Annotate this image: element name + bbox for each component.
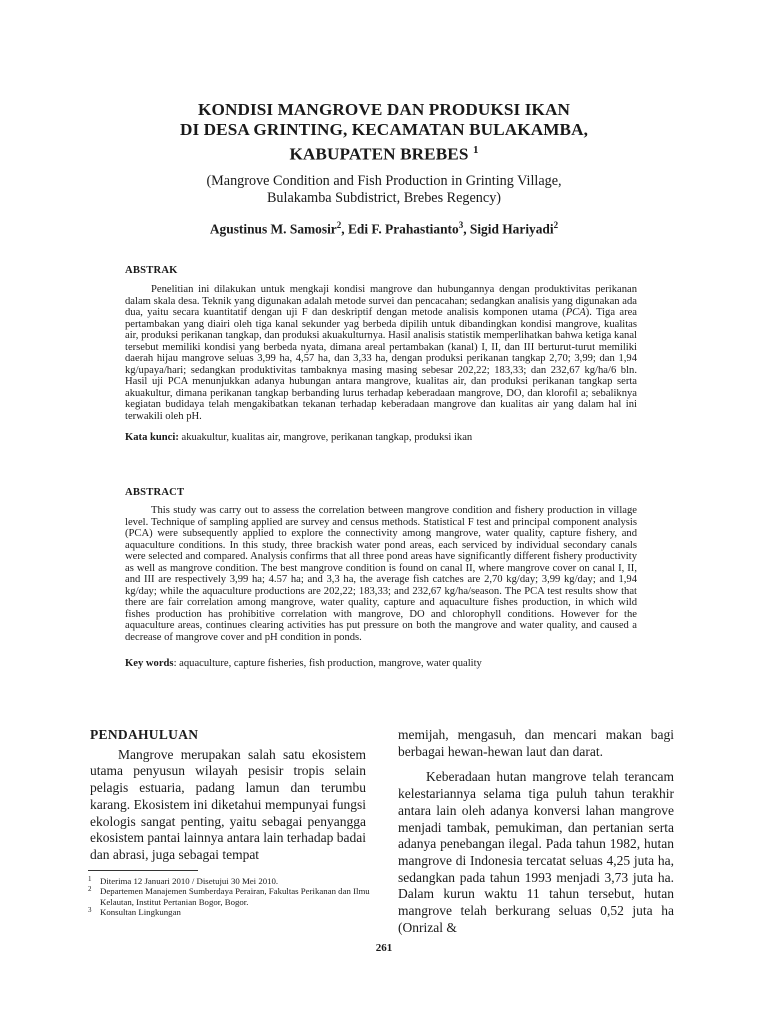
abstrak-heading: ABSTRAK (125, 265, 178, 276)
author-affiliation-mark: 2 (336, 219, 342, 230)
title-line-3-text: KABUPATEN BREBES (289, 144, 469, 164)
title-line-3 (0, 140, 768, 165)
footnote (88, 907, 373, 917)
title-line-2: DI DESA GRINTING, KECAMATAN BULAKAMBA, (179, 120, 589, 139)
abstract-heading: ABSTRACT (125, 487, 185, 498)
body-paragraph: Keberadaan hutan mangrove telah terancam kelestariannya selama tiga puluh tahun terakhir antara lain oleh adanya konversi lahan mangrove menjadi tambak, pemukiman, dan pertanian serta adanya penebangan ilegal. Pada tahun 1982, hutan mangrove di Indonesia tercatat seluas 4,25 juta ha, sedangkan pada tahun 1993 menjadi 3,73 juta ha. Dalam kurun waktu 11 tahun tersebut, hutan mangrove telah berkurang seluas 0,52 juta ha (Onrizal & (398, 769, 674, 935)
abstrak-keywords (125, 432, 637, 444)
abstrak-text-1: Penelitian ini dilakukan untuk mengkaji kondisi mangrove dan hubungannya dengan produktivitas perikanan dalam skala desa. Teknik yang digunakan adalah metode survei dan pencacahan; sedangkan analisis yang digunakan ada dua, yaitu secara kuantitatif dengan uji F dan deskriptif dengan metode analisis komponen utama ( (125, 284, 637, 318)
page-number: 261 (375, 942, 393, 954)
footnotes (88, 876, 373, 918)
left-column (90, 727, 366, 864)
footnote-mark: 2 (88, 885, 92, 894)
subtitle-line-2: Bulakamba Subdistrict, Brebes Regency) (266, 189, 502, 206)
abstract-section (125, 487, 637, 670)
abstrak-text-2: ). Tiga area pertambakan yang diairi oleh tiga kanal sekunder yag berbeda dipilih untuk dibandingkan kondisi mangrove, kualitas air, produksi perikanan tangkap, dan produksi akuakulturnya. Hasil analisis statistik memperlihatkan bahwa ketiga kanal tersebut memiliki kondisi yang berbeda nyata, dimana areal pertambakan (kanal) I, II, dan III berturut-turut memiliki daerah hijau mangrove seluas 3,99 ha, 4,57 ha, dan 3,33 ha, dengan produksi perikanan tangkap 2,70; 3,99; dan 1,94 kg/upaya/hari; sedangkan produktivitas tambaknya masing masing sebesar 202,22; 183,33; dan 232,67 kg/ha/6 bln. Hasil uji PCA menunjukkan adanya hubungan antara mangrove, kualitas air, dan produksi perikanan tangkap serta akuakultur, dimana perikanan tangkap berbanding lurus terhadap keberadaan mangrove, DO, dan klorofil a; sebaliknya kegiatan budidaya telah mengakibatkan tekanan terhadap keberadaan mangrove dan kualitas air yang dalam hal ini terwakili oleh pH. (125, 307, 637, 422)
keywords-label: Key words (125, 658, 174, 669)
footnote-text: Departemen Manajemen Sumberdaya Perairan, Fakultas Perikanan dan Ilmu Kelautan, Institut Pertanian Bogor, Bogor. (100, 886, 370, 907)
section-heading: PENDAHULUAN (90, 727, 199, 742)
subtitle-line-1: (Mangrove Condition and Fish Production in Grinting Village, (206, 172, 562, 189)
footnote-text: Diterima 12 Januari 2010 / Disetujui 30 Mei 2010. (100, 876, 279, 886)
abstract-paragraph: This study was carry out to assess the correlation between mangrove condition and fishery production in village level. Technique of sampling applied are survey and census methods. Statistical F test and principal component analysis (PCA) were subsequently applied to explore the connectivity among mangrove, water quality, capture fishery, and aquaculture conditions. In this study, three brackish water pond areas, each serviced by individual secondary canals were selected and compared. Analysis confirms that all three pond areas have significantly different fishery productivity as well as mangrove condition. The best mangrove condition is found on canal II, where mangrove cover on canal I, II, and III are respectively 3,99 ha; 4.57 ha; and 3,3 ha, the average fish catches are 2,70 kg/day; 3,99 kg/day; and 1,94 kg/day; while the aquaculture productions are 202,22; 183,33; and 232,67 kg/ha/season. The PCA test results show that there are fair correlation among mangrove, water quality, capture and aquaculture fishes production, in which wild fishes production has prohibitive correlation with mangrove, DO and chlorophyll conditions. However for the aquaculture areas, continues clearing activities has put pressure on both the mangrove and water quality, and caused a decrease of mangrove cover and pH condition in ponds. (125, 505, 637, 643)
keywords-text: : aquaculture, capture fisheries, fish production, mangrove, water quality (173, 658, 482, 669)
right-column (398, 727, 674, 936)
body-paragraph: memijah, mengasuh, dan mencari makan bagi berbagai hewan-hewan laut dan darat. (398, 727, 674, 759)
keywords-label: Kata kunci: (125, 432, 179, 443)
author-affiliation-mark: 3 (458, 219, 464, 230)
keywords-text: akuakultur, kualitas air, mangrove, perikanan tangkap, produksi ikan (178, 432, 473, 443)
author-name: Agustinus M. Samosir (209, 221, 337, 237)
footnote (88, 876, 373, 886)
author-affiliation-mark: 2 (553, 219, 559, 230)
body-paragraph: Mangrove merupakan salah satu ekosistem utama penyusun wilayah pesisir tropis selain pelagis estuaria, padang lamun dan terumbu karang. Ekosistem ini diketahui mempunyai fungsi ekologis sangat penting, yaitu sebagai penyangga ekosistem pantai lainnya antara lain terhadap badai dan abrasi, juga sebagai tempat (90, 746, 366, 862)
title-line-1: KONDISI MANGROVE DAN PRODUKSI IKAN (198, 100, 570, 119)
abstract-keywords (125, 658, 637, 670)
title-footnote-mark: 1 (472, 144, 479, 156)
author-separator: , (463, 221, 470, 237)
author-list (0, 220, 768, 237)
title-block (0, 100, 768, 237)
english-subtitle (0, 173, 768, 207)
abstrak-italic-term: PCA (565, 307, 586, 318)
author-separator: , (341, 221, 348, 237)
footnote-divider (88, 870, 198, 871)
abstrak-paragraph (125, 284, 637, 422)
footnote-mark: 1 (88, 875, 92, 883)
author-name: Sigid Hariyadi (469, 221, 554, 237)
abstrak-section (125, 265, 637, 444)
footnote (88, 886, 373, 907)
author-name: Edi F. Prahastianto (347, 221, 459, 237)
footnote-text: Konsultan Lingkungan (100, 907, 181, 918)
footnote-mark: 3 (88, 906, 92, 915)
